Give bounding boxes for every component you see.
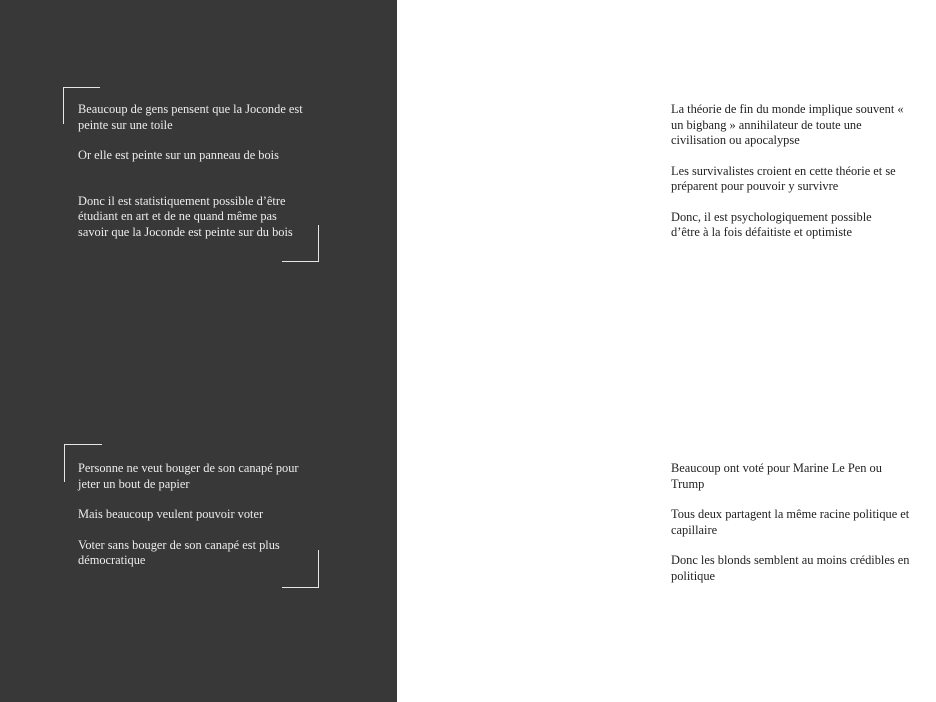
paragraph: Mais beaucoup veulent pouvoir voter <box>78 507 264 521</box>
paragraph: La théorie de fin du monde implique souvent « un bigbang » annihilateur de toute une civilisation ou apocalypse <box>671 102 904 147</box>
paragraph: Personne ne veut bouger de son canapé pour jeter un bout de papier <box>78 461 299 491</box>
paragraph: Beaucoup ont voté pour Marine Le Pen ou Trump <box>671 461 882 491</box>
paragraph: Donc, il est psychologiquement possible d’être à la fois défaitiste et optimiste <box>671 209 872 239</box>
paragraph: Donc les blonds semblent au moins crédibles en politique <box>671 553 910 583</box>
text-block-top-right <box>671 102 911 241</box>
paragraph: Beaucoup de gens pensent que la Joconde est peinte sur une toile <box>78 102 303 132</box>
corner-bracket-bottom-right <box>282 550 319 588</box>
text-block-top-left <box>78 102 322 240</box>
paragraph: Tous deux partagent la même racine politique et capillaire <box>671 507 910 537</box>
paragraph: Donc il est statistiquement possible d’être étudiant en art et de ne quand même pas savoir que la Joconde est peinte sur du bois <box>78 193 293 239</box>
paragraph: Les survivalistes croient en cette théorie et se préparent pour pouvoir y survivre <box>671 163 896 193</box>
text-block-bottom-right <box>671 461 911 584</box>
paragraph: Voter sans bouger de son canapé est plus démocratique <box>78 537 280 567</box>
paragraph: Or elle est peinte sur un panneau de bois <box>78 148 279 162</box>
corner-bracket-bottom-right <box>282 225 319 262</box>
